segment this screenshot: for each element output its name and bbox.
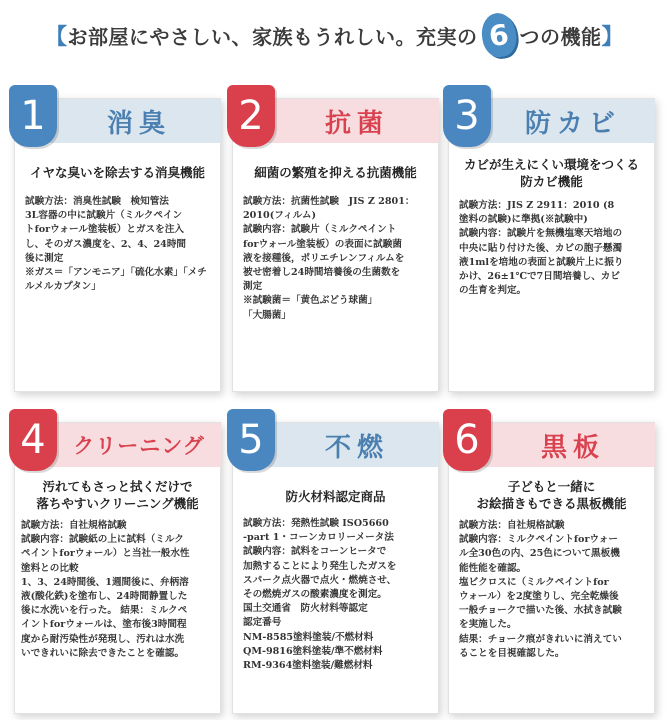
body-line: 試験内容：試験片（ミルクペイント [243, 224, 397, 236]
body-line: 液1mlを培地の表面と試験片上に振り [459, 256, 624, 268]
body-line: 後に水洗いを行った。 結果：ミルクペ [21, 605, 188, 617]
feature-card-chalkboard [448, 417, 655, 714]
body-line: 認定番号 [243, 617, 282, 629]
card-title: 消臭 [37, 99, 221, 143]
body-line: かけ、26±1℃で7日間培養し、カビ [459, 270, 620, 282]
feature-card-nonflammable [232, 417, 439, 714]
body-line: 加熱することにより発生したガスを [243, 560, 397, 572]
body-line: 液を接種後，ポリエチレンフィルムを [243, 252, 405, 264]
body-line: 塗料の試験)に準拠(※試験中) [459, 214, 588, 226]
body-line: トforウォール塗装板）とガスを注入 [25, 224, 184, 236]
card-number: 6 [443, 409, 491, 471]
card-subtitle-line: 子どもと一緒に [507, 479, 596, 494]
card-subtitle [19, 165, 216, 182]
feature-card-antimold [448, 93, 655, 392]
body-line: 国土交通省 防火材料等認定 [243, 603, 368, 615]
body-line: RM-9364塗料塗装/難燃材料 [243, 659, 373, 671]
body-line: 試験方法：自社規格試験 [21, 520, 127, 531]
body-line: 試験方法：発熱性試験 ISO5660 [243, 518, 389, 529]
body-line: 被せ密着し24時間培養後の生菌数を [243, 266, 401, 278]
body-line: 「大腸菌」 [243, 309, 291, 321]
feature-card-cleaning [14, 417, 221, 714]
card-subtitle [237, 165, 434, 182]
card-subtitle-line: 落ちやすいクリーニング機能 [36, 495, 199, 511]
body-line: 2010(フィルム) [243, 210, 317, 222]
body-line: NM-8585塗料塗装/不燃材料 [243, 631, 374, 643]
body-line: 試験方法：抗菌性試験 JIS Z 2801： [243, 196, 415, 207]
body-line: イントforウォールは、塗布後3時間程 [21, 619, 187, 631]
body-line: ル全30色の内、25色について黒板機 [459, 548, 620, 560]
body-line: -part 1・コーンカロリーメータ法 [243, 532, 394, 544]
body-line: 度から耐汚染性が発現し、汚れは水洗 [21, 633, 185, 645]
body-line: 塗料との比較 [21, 562, 79, 574]
body-line: 1、3、24時間後、1週間後に、弁柄溶 [21, 576, 189, 588]
heading-open-bracket: 【 [44, 23, 68, 50]
card-number: 1 [9, 85, 57, 147]
card-body [459, 519, 646, 661]
heading-number-badge: 6 [479, 11, 519, 59]
card-number: 3 [443, 85, 491, 147]
card-number: 2 [227, 85, 275, 147]
body-line: 試験内容：試験紙の上に試料（ミルク [21, 534, 184, 546]
body-line: 試験方法：消臭性試験 検知管法 [25, 196, 169, 207]
card-body [243, 517, 430, 673]
body-line: forウォール塗装板）の表面に試験菌 [243, 238, 402, 250]
card-subtitle-line: イヤな臭いを除去する消臭機能 [29, 165, 205, 180]
body-line: 一般チョークで描いた後、水拭き試験 [459, 605, 622, 617]
page-heading [12, 16, 657, 54]
body-line: 塩ビクロスに（ミルクペイントfor [459, 576, 609, 588]
body-line: 測定 [243, 281, 263, 293]
body-line: の生育を判定。 [459, 285, 527, 297]
card-title: 黒板 [471, 423, 655, 467]
feature-card-antibacterial [232, 93, 439, 392]
body-line: 試験内容：試験片を無機塩寒天培地の [459, 228, 623, 240]
body-line: を実施した。 [459, 619, 517, 631]
card-subtitle-line: 防カビ機能 [520, 173, 583, 189]
card-number: 4 [9, 409, 57, 471]
card-title: 抗菌 [255, 99, 439, 143]
body-line: 3L容器の中に試験片（ミルクペイン [25, 210, 183, 222]
body-line: ウォール）を2度塗りし、完全乾燥後 [459, 590, 619, 602]
body-line: 試験内容：試料をコーンヒータで [243, 546, 387, 558]
heading-text-after: つの機能 [519, 24, 602, 49]
body-line: ペイントforウォール）と当社一般水性 [21, 548, 190, 560]
body-line: ※ガス＝「アンモニア」「硫化水素」「メチ [25, 266, 207, 278]
card-subtitle [453, 157, 650, 191]
card-title: クリーニング [37, 423, 221, 467]
card-subtitle-line: お絵描きもできる黒板機能 [476, 495, 627, 511]
heading-text-before: お部屋にやさしい、家族もうれしい。充実の [67, 24, 478, 49]
card-body [243, 195, 430, 323]
body-line: 後に測定 [25, 252, 64, 264]
body-line: スパーク点火器で点火・燃焼させ、 [243, 574, 397, 586]
card-title: 防カビ [471, 99, 655, 143]
card-subtitle [237, 489, 434, 506]
body-line: ルメルカプタン」 [25, 281, 101, 293]
body-line: 液(酸化鉄)を塗布し、24時間静置した [21, 590, 188, 602]
body-line: 結果：チョーク痕がきれいに消えてい [459, 633, 622, 645]
card-subtitle [453, 479, 650, 513]
body-line: 能性能を確認。 [459, 562, 527, 574]
body-line: 試験方法：自社規格試験 [459, 520, 565, 531]
body-line: 試験方法：JIS Z 2911：2010 (8 [459, 200, 615, 211]
card-number: 5 [227, 409, 275, 471]
card-body [25, 195, 212, 294]
card-title: 不燃 [255, 423, 439, 467]
body-line: いできれいに除去できたことを確認。 [21, 647, 185, 659]
card-subtitle-line: 汚れてもさっと拭くだけで [42, 479, 193, 494]
body-line: 試験内容：ミルクペイントforウォー [459, 534, 618, 546]
card-subtitle-line: カビが生えにくい環境をつくる [463, 157, 639, 172]
feature-card-deodorant [14, 93, 221, 392]
card-body [21, 519, 212, 661]
card-subtitle-line: 細菌の繁殖を抑える抗菌機能 [254, 165, 417, 180]
body-line: QM-9816塗料塗装/準不燃材料 [243, 645, 383, 657]
card-subtitle-line: 防火材料認定商品 [285, 489, 386, 504]
body-line: 中央に貼り付けた後、カビの胞子懸濁 [459, 242, 623, 254]
body-line: その燃焼ガスの酸素濃度を測定。 [243, 588, 387, 600]
body-line: し、そのガス濃度を、2、4、24時間 [25, 238, 187, 250]
heading-close-bracket: 】 [601, 23, 625, 50]
card-subtitle [19, 479, 216, 513]
body-line: ※試験菌＝「黄色ぶどう球菌」 [243, 295, 378, 307]
body-line: ることを目視確認した。 [459, 647, 565, 659]
card-body [459, 199, 646, 298]
